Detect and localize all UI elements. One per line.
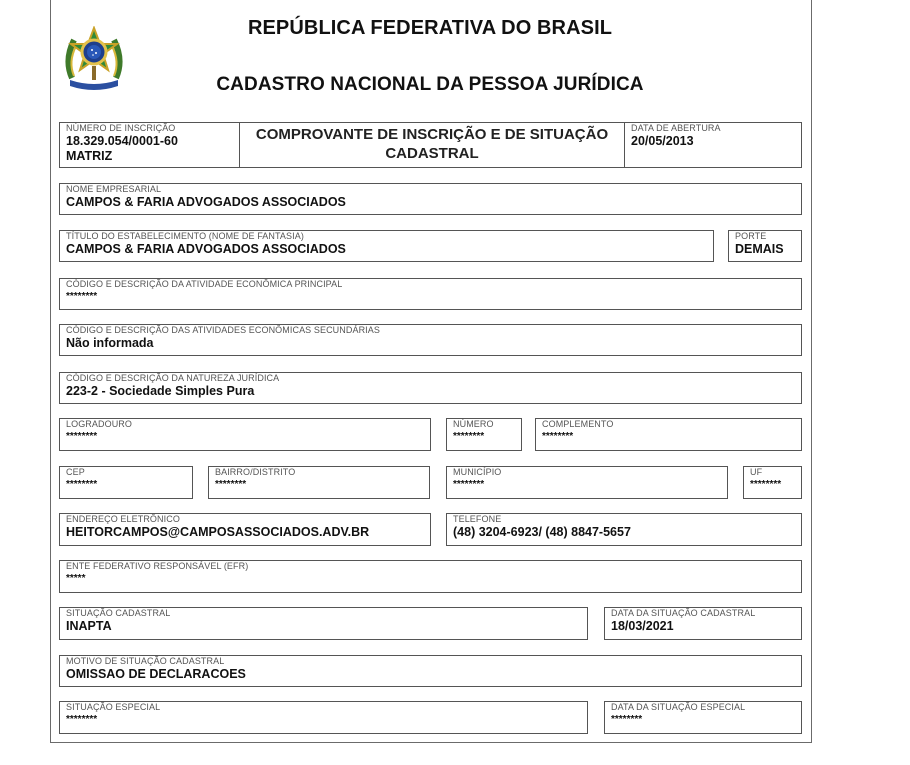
atividade-principal-label: CÓDIGO E DESCRIÇÃO DA ATIVIDADE ECONÔMICA PRINCIPAL <box>66 279 343 289</box>
inscricao-box <box>59 122 240 168</box>
data-situacao-box <box>604 607 802 640</box>
email-box <box>59 513 431 546</box>
efr-value: ***** <box>66 573 86 584</box>
porte-value: DEMAIS <box>735 242 784 256</box>
inscricao-value: 18.329.054/0001-60 <box>66 134 178 148</box>
natureza-juridica-box <box>59 372 802 404</box>
atividade-principal-value: ******** <box>66 291 98 302</box>
data-situacao-label: DATA DA SITUAÇÃO CADASTRAL <box>611 608 756 618</box>
logradouro-box <box>59 418 431 451</box>
situacao-especial-label: SITUAÇÃO ESPECIAL <box>66 702 161 712</box>
cep-label: CEP <box>66 467 85 477</box>
comprovante-box <box>239 122 625 168</box>
inscricao-type: MATRIZ <box>66 149 113 163</box>
nome-empresarial-value: CAMPOS & FARIA ADVOGADOS ASSOCIADOS <box>66 195 346 209</box>
complemento-value: ******** <box>542 431 574 442</box>
cep-box <box>59 466 193 499</box>
municipio-label: MUNICÍPIO <box>453 467 502 477</box>
efr-label: ENTE FEDERATIVO RESPONSÁVEL (EFR) <box>66 561 249 571</box>
motivo-label: MOTIVO DE SITUAÇÃO CADASTRAL <box>66 656 225 666</box>
atividades-secundarias-value: Não informada <box>66 336 154 350</box>
telefone-value: (48) 3204-6923/ (48) 8847-5657 <box>453 525 631 539</box>
municipio-box <box>446 466 728 499</box>
logradouro-value: ******** <box>66 431 98 442</box>
abertura-value: 20/05/2013 <box>631 134 694 148</box>
bairro-value: ******** <box>215 479 247 490</box>
uf-box <box>743 466 802 499</box>
bairro-box <box>208 466 430 499</box>
data-situacao-especial-box <box>604 701 802 734</box>
document-subtitle: CADASTRO NACIONAL DA PESSOA JURÍDICA <box>216 74 644 95</box>
porte-label: PORTE <box>735 231 767 241</box>
uf-value: ******** <box>750 479 782 490</box>
numero-box <box>446 418 522 451</box>
porte-box <box>728 230 802 262</box>
titulo-estabelecimento-box <box>59 230 714 262</box>
atividade-principal-box <box>59 278 802 310</box>
nome-empresarial-box <box>59 183 802 215</box>
abertura-label: DATA DE ABERTURA <box>631 123 721 133</box>
complemento-box <box>535 418 802 451</box>
natureza-juridica-label: CÓDIGO E DESCRIÇÃO DA NATUREZA JURÍDICA <box>66 373 280 383</box>
numero-value: ******** <box>453 431 485 442</box>
municipio-value: ******** <box>453 479 485 490</box>
inscricao-label: NÚMERO DE INSCRIÇÃO <box>66 123 176 133</box>
comprovante-title: COMPROVANTE DE INSCRIÇÃO E DE SITUAÇÃO CADASTRAL <box>255 126 609 162</box>
nome-empresarial-label: NOME EMPRESARIAL <box>66 184 162 194</box>
telefone-label: TELEFONE <box>453 514 502 524</box>
abertura-box <box>624 122 802 168</box>
cep-value: ******** <box>66 479 98 490</box>
situacao-box <box>59 607 588 640</box>
email-label: ENDEREÇO ELETRÔNICO <box>66 514 180 524</box>
situacao-value: INAPTA <box>66 619 112 633</box>
natureza-juridica-value: 223-2 - Sociedade Simples Pura <box>66 384 255 398</box>
coat-of-arms-of-brazil-icon <box>62 26 126 92</box>
atividades-secundarias-label: CÓDIGO E DESCRIÇÃO DAS ATIVIDADES ECONÔMICAS SECUNDÁRIAS <box>66 325 380 335</box>
data-situacao-value: 18/03/2021 <box>611 619 674 633</box>
telefone-box <box>446 513 802 546</box>
email-value: HEITORCAMPOS@CAMPOSASSOCIADOS.ADV.BR <box>66 525 370 539</box>
uf-label: UF <box>750 467 763 477</box>
motivo-value: OMISSAO DE DECLARACOES <box>66 667 246 681</box>
numero-label: NÚMERO <box>453 419 494 429</box>
titulo-estabelecimento-value: CAMPOS & FARIA ADVOGADOS ASSOCIADOS <box>66 242 346 256</box>
logradouro-label: LOGRADOURO <box>66 419 133 429</box>
titulo-estabelecimento-label: TÍTULO DO ESTABELECIMENTO (NOME DE FANTASIA) <box>66 231 304 241</box>
efr-box <box>59 560 802 593</box>
atividades-secundarias-box <box>59 324 802 356</box>
motivo-box <box>59 655 802 687</box>
complemento-label: COMPLEMENTO <box>542 419 614 429</box>
situacao-especial-box <box>59 701 588 734</box>
bairro-label: BAIRRO/DISTRITO <box>215 467 296 477</box>
situacao-especial-value: ******** <box>66 714 98 725</box>
situacao-label: SITUAÇÃO CADASTRAL <box>66 608 171 618</box>
data-situacao-especial-value: ******** <box>611 714 643 725</box>
data-situacao-especial-label: DATA DA SITUAÇÃO ESPECIAL <box>611 702 746 712</box>
document-title: REPÚBLICA FEDERATIVA DO BRASIL <box>247 17 613 39</box>
